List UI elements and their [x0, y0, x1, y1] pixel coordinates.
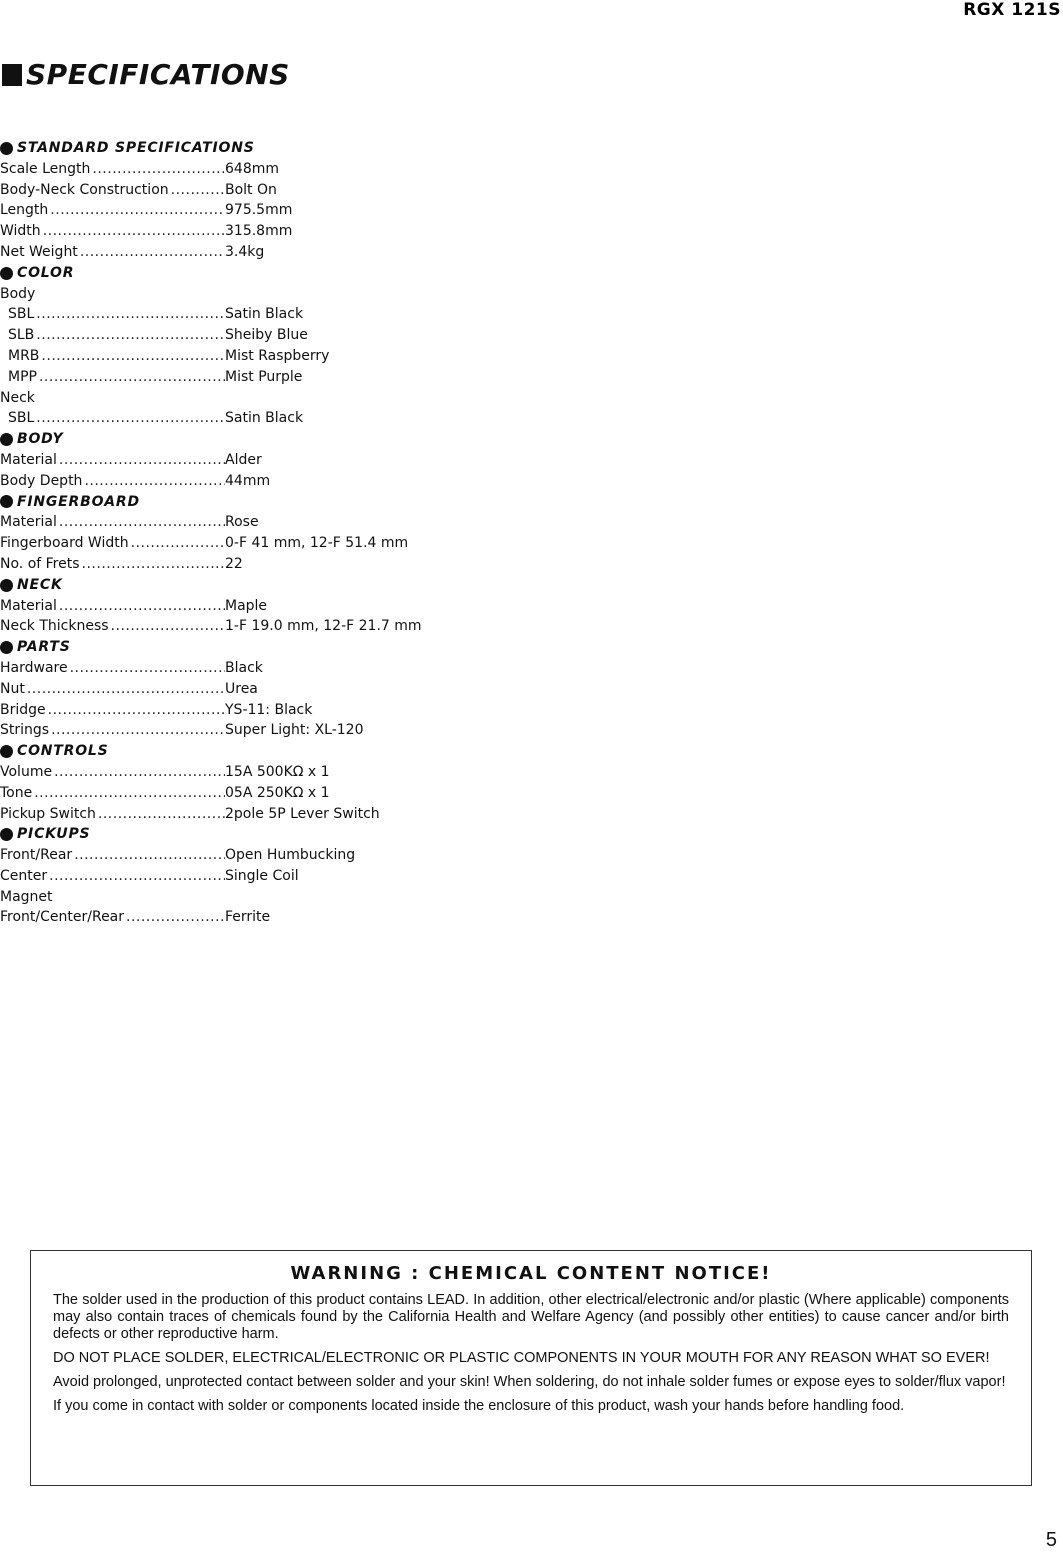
spec-value: 315.8mm [225, 223, 293, 240]
spec-value: 15A 500KΩ x 1 [225, 763, 330, 780]
page-number: 5 [1045, 1529, 1057, 1551]
spec-value: 2pole 5P Lever Switch [225, 805, 380, 822]
leader-dots [50, 200, 225, 221]
subgroup-label: Neck [0, 389, 35, 406]
spec-value: Satin Black [225, 410, 304, 427]
spec-value: Maple [225, 597, 268, 614]
spec-row [0, 866, 560, 887]
warning-title: WARNING : CHEMICAL CONTENT NOTICE! [290, 1263, 772, 1284]
spec-value: 648mm [225, 160, 279, 177]
spec-row [0, 596, 560, 617]
model-name: RGX 121S [963, 0, 1061, 20]
spec-value: Satin Black [225, 306, 304, 323]
spec-row [0, 533, 560, 554]
spec-label: Pickup Switch [0, 805, 96, 822]
section-heading: FINGERBOARD [0, 492, 560, 513]
spec-row [0, 471, 560, 492]
spec-label: No. of Frets [0, 555, 80, 572]
warning-paragraph: If you come in contact with solder or components located inside the enclosure of this product, wash your hands before handling food. [53, 1398, 905, 1414]
spec-label: Tone [0, 784, 33, 801]
warning-paragraph: Avoid prolonged, unprotected contact between solder and your skin! When soldering, do not inhale solder fumes or expose eyes to solder/flux vapor! [53, 1374, 1006, 1390]
spec-label: Net Weight [0, 243, 78, 260]
spec-value: Sheiby Blue [225, 327, 308, 344]
spec-label: Length [0, 202, 49, 219]
leader-dots [59, 596, 225, 617]
circle-bullet-icon [0, 579, 13, 592]
spec-value: 1-F 19.0 mm, 12-F 21.7 mm [225, 618, 422, 635]
leader-dots [70, 658, 225, 679]
spec-label: Material [0, 514, 57, 531]
section-heading: PICKUPS [0, 824, 560, 845]
spec-value: Mist Purple [225, 368, 303, 385]
spec-label: Scale Length [0, 160, 91, 177]
warning-paragraph: The solder used in the production of this product contains LEAD. In addition, other electrical/electronic and/or plastic (Where applicable) components may also contain traces of chemicals found by the California Health and Welfare Agency (and possibly other entities) to cause cancer and/or birth defects or other reproductive harm. [53, 1292, 1009, 1342]
leader-dots [59, 512, 225, 533]
leader-dots [36, 325, 225, 346]
spec-row [0, 346, 560, 367]
spec-row [0, 616, 560, 637]
spec-value: 05A 250KΩ x 1 [225, 784, 330, 801]
leader-dots [54, 762, 225, 783]
spec-value: YS-11: Black [225, 701, 313, 718]
warning-paragraph: DO NOT PLACE SOLDER, ELECTRICAL/ELECTRONIC OR PLASTIC COMPONENTS IN YOUR MOUTH FOR ANY REASON WHAT SO EVER! [53, 1350, 990, 1366]
spec-label: SBL [8, 306, 35, 323]
spec-label: Fingerboard Width [0, 535, 129, 552]
spec-row [0, 845, 560, 866]
subgroup-label: Body [0, 285, 36, 302]
spec-label: SLB [8, 327, 35, 344]
leader-dots [59, 450, 225, 471]
spec-label: Width [0, 223, 41, 240]
spec-value: 975.5mm [225, 202, 293, 219]
spec-label: Material [0, 597, 57, 614]
leader-dots [80, 242, 225, 263]
section-heading: PARTS [0, 637, 560, 658]
section-heading: NECK [0, 575, 560, 596]
circle-bullet-icon [0, 142, 13, 155]
page-title-text: SPECIFICATIONS [26, 58, 290, 91]
spec-row [0, 367, 560, 388]
spec-row [0, 658, 560, 679]
spec-value: Alder [225, 451, 262, 468]
leader-dots [27, 679, 225, 700]
leader-dots [41, 346, 225, 367]
spec-value: 3.4kg [225, 243, 265, 260]
square-bullet-icon [2, 64, 22, 86]
spec-row [0, 907, 560, 928]
spec-row [0, 679, 560, 700]
page-title [2, 58, 290, 91]
spec-label: Front/Rear [0, 847, 73, 864]
leader-dots [111, 616, 225, 637]
leader-dots [49, 866, 225, 887]
spec-row [0, 512, 560, 533]
circle-bullet-icon [0, 495, 13, 508]
circle-bullet-icon [0, 267, 13, 280]
spec-label: Material [0, 451, 57, 468]
section-heading: STANDARD SPECIFICATIONS [0, 138, 560, 159]
spec-value: Rose [225, 514, 259, 531]
spec-label: Hardware [0, 659, 68, 676]
spec-value: Super Light: XL-120 [225, 722, 364, 739]
spec-row [0, 242, 560, 263]
spec-value: Single Coil [225, 867, 299, 884]
circle-bullet-icon [0, 641, 13, 654]
leader-dots [74, 845, 225, 866]
spec-row [0, 408, 560, 429]
spec-row [0, 200, 560, 221]
spec-value: 22 [225, 555, 243, 572]
spec-row [0, 159, 560, 180]
spec-value: 44mm [225, 472, 271, 489]
section-heading: BODY [0, 429, 560, 450]
spec-row [0, 700, 560, 721]
circle-bullet-icon [0, 745, 13, 758]
leader-dots [171, 180, 225, 201]
spec-label: SBL [8, 410, 35, 427]
leader-dots [84, 471, 225, 492]
spec-row [0, 804, 560, 825]
spec-row [0, 450, 560, 471]
leader-dots [131, 533, 225, 554]
spec-value: Ferrite [225, 909, 271, 926]
leader-dots [92, 159, 225, 180]
leader-dots [82, 554, 225, 575]
spec-row [0, 325, 560, 346]
spec-label: Neck Thickness [0, 618, 109, 635]
section-heading: CONTROLS [0, 741, 560, 762]
leader-dots [98, 804, 225, 825]
spec-value: Open Humbucking [225, 847, 356, 864]
leader-dots [43, 221, 225, 242]
spec-label: Center [0, 867, 48, 884]
section-heading: COLOR [0, 263, 560, 284]
leader-dots [48, 700, 225, 721]
leader-dots [126, 907, 225, 928]
spec-row [0, 304, 560, 325]
leader-dots [34, 783, 225, 804]
spec-value: Black [225, 659, 263, 676]
circle-bullet-icon [0, 828, 13, 841]
spec-row [0, 762, 560, 783]
leader-dots [36, 304, 225, 325]
spec-row [0, 180, 560, 201]
spec-label: Strings [0, 722, 50, 739]
subgroup-label: Magnet [0, 888, 53, 905]
spec-label: Bridge [0, 701, 46, 718]
spec-value: 0-F 41 mm, 12-F 51.4 mm [225, 535, 409, 552]
spec-label: MRB [8, 347, 40, 364]
specifications-list [0, 138, 560, 928]
spec-row [0, 720, 560, 741]
spec-value: Mist Raspberry [225, 347, 330, 364]
leader-dots [51, 720, 225, 741]
spec-value: Bolt On [225, 181, 277, 198]
leader-dots [36, 408, 225, 429]
spec-row [0, 554, 560, 575]
circle-bullet-icon [0, 433, 13, 446]
spec-label: Front/Center/Rear [0, 909, 125, 926]
spec-label: Volume [0, 763, 53, 780]
spec-label: Body-Neck Construction [0, 181, 169, 198]
spec-label: Body Depth [0, 472, 83, 489]
spec-value: Urea [225, 680, 258, 697]
spec-row [0, 221, 560, 242]
spec-label: MPP [8, 368, 37, 385]
leader-dots [39, 367, 225, 388]
spec-row [0, 783, 560, 804]
warning-notice-box [30, 1250, 1032, 1486]
spec-label: Nut [0, 680, 25, 697]
